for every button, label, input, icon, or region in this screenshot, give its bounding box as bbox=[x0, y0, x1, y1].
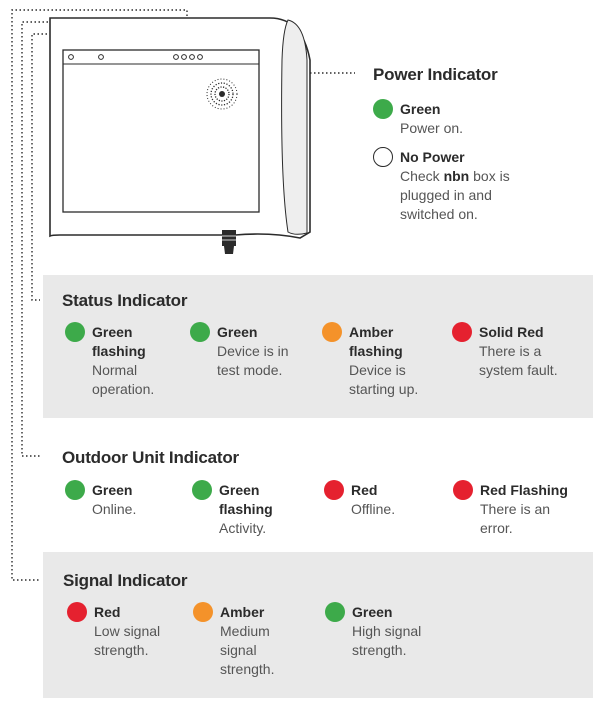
item-desc: signal bbox=[220, 642, 257, 658]
item-label: Amber bbox=[349, 324, 394, 340]
item-label: flashing bbox=[219, 501, 273, 517]
item-label: Green bbox=[92, 324, 133, 340]
device-connector bbox=[222, 230, 236, 254]
green-indicator-icon bbox=[65, 480, 85, 500]
item-label: Green bbox=[352, 604, 393, 620]
item-desc: Medium bbox=[220, 623, 270, 639]
amber-indicator-icon bbox=[193, 602, 213, 622]
green-indicator-icon bbox=[190, 322, 210, 342]
item-label: Amber bbox=[220, 604, 265, 620]
item-label: Red Flashing bbox=[480, 482, 568, 498]
item-desc: Low signal bbox=[94, 623, 161, 639]
item-label: Red bbox=[351, 482, 378, 498]
item-label: flashing bbox=[349, 343, 403, 359]
item-label: Green bbox=[400, 101, 441, 117]
device-side bbox=[282, 20, 307, 234]
item-desc: There is an bbox=[480, 501, 551, 517]
item-desc: plugged in and bbox=[400, 187, 492, 203]
item-desc-rich: Check nbn box is bbox=[400, 168, 510, 184]
status-indicator-title: Status Indicator bbox=[62, 291, 188, 310]
item-desc: Power on. bbox=[400, 120, 464, 136]
green-indicator-icon bbox=[325, 602, 345, 622]
item-label: Red bbox=[94, 604, 121, 620]
item-desc: Online. bbox=[92, 501, 137, 517]
item-label: Green bbox=[219, 482, 260, 498]
green-indicator-icon bbox=[192, 480, 212, 500]
item-desc: Device is bbox=[349, 362, 406, 378]
signal-indicator-title: Signal Indicator bbox=[63, 571, 188, 590]
item-desc: There is a bbox=[479, 343, 542, 359]
item-desc: strength. bbox=[220, 661, 275, 677]
green-indicator-icon bbox=[373, 99, 393, 119]
item-desc: strength. bbox=[94, 642, 149, 658]
item-desc: strength. bbox=[352, 642, 407, 658]
red-indicator-icon bbox=[67, 602, 87, 622]
device-face bbox=[63, 50, 259, 212]
item-desc: Activity. bbox=[219, 520, 267, 536]
item-desc: starting up. bbox=[349, 381, 419, 397]
off-indicator-icon bbox=[373, 147, 393, 167]
item-desc: operation. bbox=[92, 381, 155, 397]
power-indicator-title: Power Indicator bbox=[373, 65, 498, 84]
item-label: Green bbox=[92, 482, 133, 498]
item-label: flashing bbox=[92, 343, 146, 359]
item-desc: Offline. bbox=[351, 501, 396, 517]
item-label: No Power bbox=[400, 149, 465, 165]
item-desc: system fault. bbox=[479, 362, 558, 378]
item-desc: switched on. bbox=[400, 206, 478, 222]
green-indicator-icon bbox=[65, 322, 85, 342]
item-desc: test mode. bbox=[217, 362, 283, 378]
amber-indicator-icon bbox=[322, 322, 342, 342]
item-desc: Device is in bbox=[217, 343, 289, 359]
item-desc: error. bbox=[480, 520, 513, 536]
red-indicator-icon bbox=[452, 322, 472, 342]
red-indicator-icon bbox=[453, 480, 473, 500]
outdoor-indicator-title: Outdoor Unit Indicator bbox=[62, 448, 239, 467]
red-indicator-icon bbox=[324, 480, 344, 500]
item-desc: Normal bbox=[92, 362, 138, 378]
item-desc: High signal bbox=[352, 623, 422, 639]
item-label: Green bbox=[217, 324, 258, 340]
item-label: Solid Red bbox=[479, 324, 544, 340]
